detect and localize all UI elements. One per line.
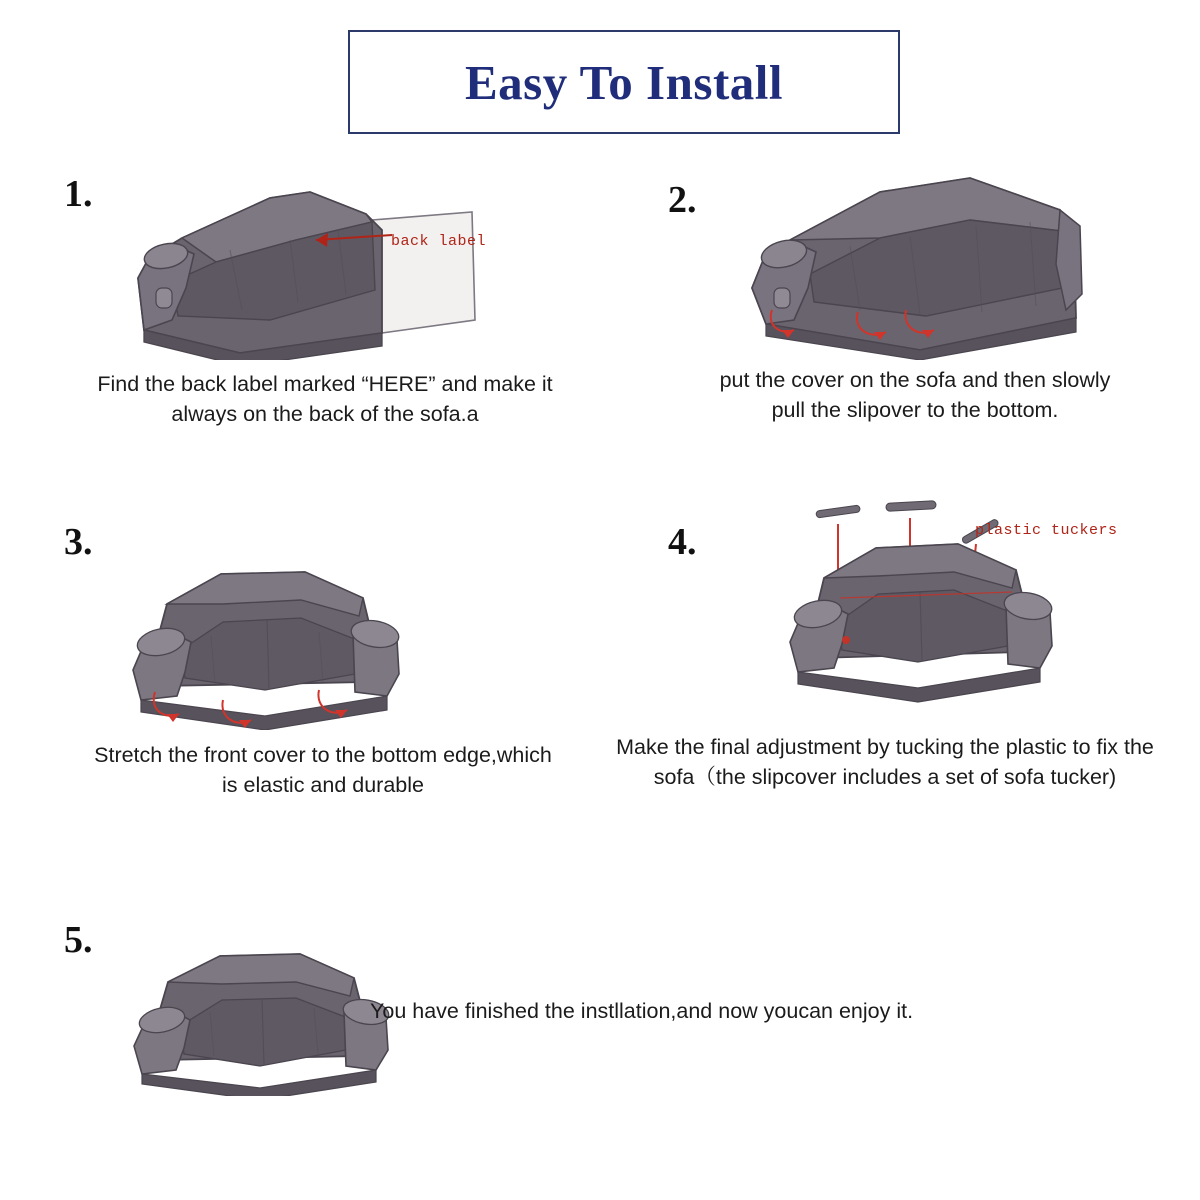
sofa-with-back-label-flap-icon [120,170,490,360]
step-3 [0,480,600,820]
sofa-cover-pulled-over-icon [730,160,1110,360]
step-4 [600,480,1200,820]
step-5-number: 5. [64,919,93,961]
step-2-caption: put the cover on the sofa and then slowly pull the slipover to the bottom. [719,368,1111,422]
step-2-number: 2. [668,179,697,221]
step-5 [0,900,1200,1140]
sofa-front-stretched-icon [105,550,425,730]
step-1-caption: Find the back label marked “HERE” and make it always on the back of the sofa.a [97,372,553,426]
step-1-annotation: back label [391,233,487,250]
step-1 [0,0,600,426]
step-1-figure [120,170,490,360]
step-3-caption: Stretch the front cover to the bottom edge,which is elastic and durable [94,743,552,797]
step-4-annotation: plastic tuckers [975,522,1118,539]
page-title: Easy To Install [465,54,783,110]
step-3-figure [105,550,425,730]
step-3-number: 3. [64,521,93,563]
step-5-figure [110,936,400,1096]
step-1-number: 1. [64,173,93,215]
step-4-number: 4. [668,521,697,563]
step-2-figure [730,160,1110,360]
step-5-caption: You have finished the instllation,and now youcan enjoy it. [370,999,914,1023]
step-2 [600,0,1200,422]
sofa-finished-icon [110,936,400,1096]
step-4-caption: Make the final adjustment by tucking the plastic to fix the sofa（the slipcover includes a set of sofa tucker) [616,735,1154,789]
